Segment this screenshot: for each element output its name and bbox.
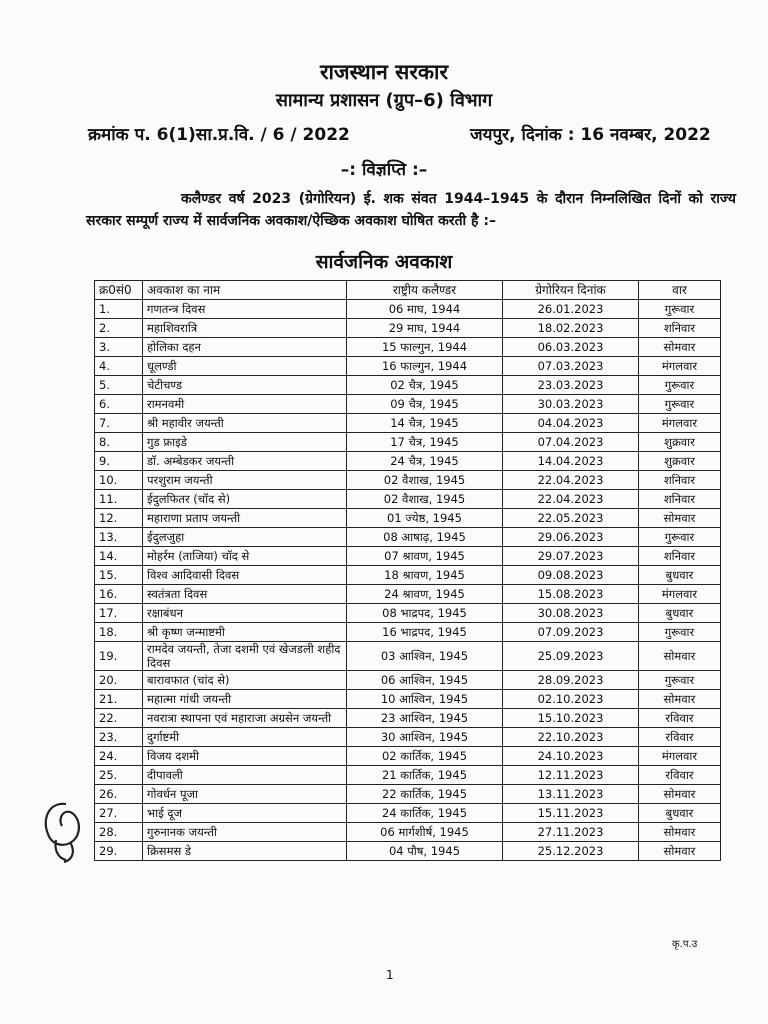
header-national-calendar: राष्ट्रीय कलैण्डर — [347, 281, 503, 300]
gregorian-date-cell: 26.01.2023 — [503, 300, 639, 319]
serial-cell: 8. — [95, 433, 143, 452]
header-holiday-name: अवकाश का नाम — [143, 281, 347, 300]
table-row — [95, 509, 721, 528]
holidays-table-body — [95, 300, 721, 861]
gregorian-date-cell: 12.11.2023 — [503, 766, 639, 785]
reference-number: क्रमांक प. 6(1)सा.प्र.वि. / 6 / 2022 — [88, 125, 350, 145]
weekday-cell: रविवार — [639, 728, 721, 747]
table-row — [95, 728, 721, 747]
department-title: सामान्य प्रशासन (ग्रुप–6) विभाग — [275, 90, 493, 111]
table-row — [95, 490, 721, 509]
table-row — [95, 604, 721, 623]
signature-mark — [36, 796, 96, 866]
serial-cell: 11. — [95, 490, 143, 509]
holiday-name-cell: क्रिसमस डे — [143, 842, 347, 861]
table-row — [95, 585, 721, 604]
national-date-cell: 06 मार्गशीर्ष, 1945 — [347, 823, 503, 842]
serial-cell: 17. — [95, 604, 143, 623]
issue-date: जयपुर, दिनांक : 16 नवम्बर, 2022 — [470, 125, 711, 145]
table-row — [95, 842, 721, 861]
gregorian-date-cell: 07.03.2023 — [503, 357, 639, 376]
weekday-cell: रविवार — [639, 709, 721, 728]
table-row — [95, 528, 721, 547]
serial-cell: 7. — [95, 414, 143, 433]
serial-cell: 26. — [95, 785, 143, 804]
gregorian-date-cell: 15.08.2023 — [503, 585, 639, 604]
table-row — [95, 376, 721, 395]
holiday-name-cell: विजय दशमी — [143, 747, 347, 766]
national-date-cell: 07 श्रावण, 1945 — [347, 547, 503, 566]
national-date-cell: 02 वैशाख, 1945 — [347, 490, 503, 509]
header-weekday: वार — [639, 281, 721, 300]
serial-cell: 4. — [95, 357, 143, 376]
national-date-cell: 01 ज्येष्ठ, 1945 — [347, 509, 503, 528]
national-date-cell: 03 आश्विन, 1945 — [347, 642, 503, 671]
weekday-cell: गुरूवार — [639, 395, 721, 414]
national-date-cell: 16 फाल्गुन, 1944 — [347, 357, 503, 376]
weekday-cell: गुरूवार — [639, 300, 721, 319]
holiday-name-cell: रामनवमी — [143, 395, 347, 414]
gregorian-date-cell: 14.04.2023 — [503, 452, 639, 471]
national-date-cell: 04 पौष, 1945 — [347, 842, 503, 861]
serial-cell: 20. — [95, 671, 143, 690]
gregorian-date-cell: 22.10.2023 — [503, 728, 639, 747]
gregorian-date-cell: 28.09.2023 — [503, 671, 639, 690]
gregorian-date-cell: 15.10.2023 — [503, 709, 639, 728]
table-row — [95, 804, 721, 823]
weekday-cell: बुधवार — [639, 804, 721, 823]
weekday-cell: सोमवार — [639, 842, 721, 861]
serial-cell: 6. — [95, 395, 143, 414]
gregorian-date-cell: 30.08.2023 — [503, 604, 639, 623]
holiday-name-cell: दीपावली — [143, 766, 347, 785]
table-row — [95, 623, 721, 642]
weekday-cell: मंगलवार — [639, 414, 721, 433]
weekday-cell: सोमवार — [639, 785, 721, 804]
national-date-cell: 30 आश्विन, 1945 — [347, 728, 503, 747]
gregorian-date-cell: 15.11.2023 — [503, 804, 639, 823]
table-row — [95, 709, 721, 728]
serial-cell: 12. — [95, 509, 143, 528]
holiday-name-cell: गुड फ्राइडे — [143, 433, 347, 452]
gregorian-date-cell: 13.11.2023 — [503, 785, 639, 804]
gregorian-date-cell: 09.08.2023 — [503, 566, 639, 585]
holiday-name-cell: गोवर्धन पूजा — [143, 785, 347, 804]
holiday-name-cell: गुरुनानक जयन्ती — [143, 823, 347, 842]
holiday-name-cell: विश्व आदिवासी दिवस — [143, 566, 347, 585]
holiday-name-cell: धूलण्डी — [143, 357, 347, 376]
weekday-cell: सोमवार — [639, 509, 721, 528]
weekday-cell: गुरूवार — [639, 528, 721, 547]
gregorian-date-cell: 02.10.2023 — [503, 690, 639, 709]
national-date-cell: 10 आश्विन, 1945 — [347, 690, 503, 709]
serial-cell: 22. — [95, 709, 143, 728]
national-date-cell: 21 कार्तिक, 1945 — [347, 766, 503, 785]
national-date-cell: 08 भाद्रपद, 1945 — [347, 604, 503, 623]
holiday-name-cell: रक्षाबंधन — [143, 604, 347, 623]
serial-cell: 13. — [95, 528, 143, 547]
weekday-cell: गुरूवार — [639, 623, 721, 642]
serial-cell: 27. — [95, 804, 143, 823]
table-row — [95, 766, 721, 785]
weekday-cell: बुधवार — [639, 566, 721, 585]
table-row — [95, 319, 721, 338]
table-row — [95, 642, 721, 671]
serial-cell: 23. — [95, 728, 143, 747]
table-row — [95, 547, 721, 566]
weekday-cell: गुरूवार — [639, 671, 721, 690]
table-row — [95, 747, 721, 766]
holiday-name-cell: नवरात्रा स्थापना एवं महाराजा अग्रसेन जयन्ती — [143, 709, 347, 728]
holiday-name-cell: बारावफात (चांद से) — [143, 671, 347, 690]
serial-cell: 29. — [95, 842, 143, 861]
serial-cell: 16. — [95, 585, 143, 604]
gregorian-date-cell: 22.05.2023 — [503, 509, 639, 528]
serial-cell: 15. — [95, 566, 143, 585]
national-date-cell: 24 चैत्र, 1945 — [347, 452, 503, 471]
weekday-cell: शनिवार — [639, 319, 721, 338]
national-date-cell: 17 चैत्र, 1945 — [347, 433, 503, 452]
holiday-name-cell: गणतन्त्र दिवस — [143, 300, 347, 319]
holiday-name-cell: स्वतंत्रता दिवस — [143, 585, 347, 604]
national-date-cell: 02 चैत्र, 1945 — [347, 376, 503, 395]
gregorian-date-cell: 30.03.2023 — [503, 395, 639, 414]
weekday-cell: शुक्रवार — [639, 452, 721, 471]
holiday-name-cell: होलिका दहन — [143, 338, 347, 357]
page-number: 1 — [386, 968, 394, 982]
table-row — [95, 671, 721, 690]
weekday-cell: सोमवार — [639, 642, 721, 671]
serial-cell: 24. — [95, 747, 143, 766]
header-gregorian-date: ग्रेगोरियन दिनांक — [503, 281, 639, 300]
weekday-cell: बुधवार — [639, 604, 721, 623]
table-row — [95, 823, 721, 842]
weekday-cell: रविवार — [639, 766, 721, 785]
holiday-name-cell: महात्मा गांधी जयन्ती — [143, 690, 347, 709]
table-row — [95, 395, 721, 414]
holiday-name-cell: चेटीचण्ड — [143, 376, 347, 395]
weekday-cell: मंगलवार — [639, 357, 721, 376]
serial-cell: 18. — [95, 623, 143, 642]
serial-cell: 14. — [95, 547, 143, 566]
national-date-cell: 22 कार्तिक, 1945 — [347, 785, 503, 804]
holiday-name-cell: ईदुलफितर (चॉद से) — [143, 490, 347, 509]
gregorian-date-cell: 23.03.2023 — [503, 376, 639, 395]
holiday-name-cell: श्री कृष्ण जन्माष्टमी — [143, 623, 347, 642]
table-row — [95, 566, 721, 585]
national-date-cell: 09 चैत्र, 1945 — [347, 395, 503, 414]
serial-cell: 9. — [95, 452, 143, 471]
holiday-name-cell: ईदुलजुहा — [143, 528, 347, 547]
holiday-name-cell: दुर्गाष्टमी — [143, 728, 347, 747]
holidays-table — [94, 280, 721, 861]
weekday-cell: शनिवार — [639, 471, 721, 490]
gregorian-date-cell: 07.04.2023 — [503, 433, 639, 452]
table-row — [95, 471, 721, 490]
gregorian-date-cell: 06.03.2023 — [503, 338, 639, 357]
weekday-cell: सोमवार — [639, 338, 721, 357]
gregorian-date-cell: 22.04.2023 — [503, 490, 639, 509]
weekday-cell: शुक्रवार — [639, 433, 721, 452]
serial-cell: 25. — [95, 766, 143, 785]
weekday-cell: मंगलवार — [639, 747, 721, 766]
serial-cell: 28. — [95, 823, 143, 842]
national-date-cell: 14 चैत्र, 1945 — [347, 414, 503, 433]
table-row — [95, 785, 721, 804]
national-date-cell: 06 आश्विन, 1945 — [347, 671, 503, 690]
weekday-cell: सोमवार — [639, 823, 721, 842]
table-row — [95, 338, 721, 357]
national-date-cell: 02 वैशाख, 1945 — [347, 471, 503, 490]
holiday-name-cell: रामदेव जयन्ती, तेजा दशमी एवं खेजडली शहीद दिवस — [143, 642, 347, 671]
holiday-name-cell: भाई दूज — [143, 804, 347, 823]
table-row — [95, 690, 721, 709]
national-date-cell: 06 माघ, 1944 — [347, 300, 503, 319]
gregorian-date-cell: 22.04.2023 — [503, 471, 639, 490]
holiday-name-cell: परशुराम जयन्ती — [143, 471, 347, 490]
gregorian-date-cell: 25.12.2023 — [503, 842, 639, 861]
national-date-cell: 02 कार्तिक, 1945 — [347, 747, 503, 766]
weekday-cell: शनिवार — [639, 547, 721, 566]
national-date-cell: 15 फाल्गुन, 1944 — [347, 338, 503, 357]
table-header-row — [95, 281, 721, 300]
notice-title: –: विज्ञप्ति :– — [340, 160, 428, 180]
gregorian-date-cell: 24.10.2023 — [503, 747, 639, 766]
serial-cell: 2. — [95, 319, 143, 338]
national-date-cell: 08 आषाढ़, 1945 — [347, 528, 503, 547]
intro-paragraph: कलैण्डर वर्ष 2023 (ग्रेगोरियन) ई. शक संवत 1944–1945 के दौरान निम्नलिखित दिनों को राज्य सरकार सम्पूर्ण राज्य में सार्वजनिक अवकाश/ऐच्छिक अवकाश घोषित करती है :– — [86, 191, 736, 229]
national-date-cell: 23 आश्विन, 1945 — [347, 709, 503, 728]
holiday-name-cell: श्री महावीर जयन्ती — [143, 414, 347, 433]
gregorian-date-cell: 29.06.2023 — [503, 528, 639, 547]
national-date-cell: 18 श्रावण, 1945 — [347, 566, 503, 585]
gregorian-date-cell: 18.02.2023 — [503, 319, 639, 338]
gregorian-date-cell: 27.11.2023 — [503, 823, 639, 842]
weekday-cell: मंगलवार — [639, 585, 721, 604]
weekday-cell: शनिवार — [639, 490, 721, 509]
table-row — [95, 414, 721, 433]
gregorian-date-cell: 29.07.2023 — [503, 547, 639, 566]
gregorian-date-cell: 25.09.2023 — [503, 642, 639, 671]
table-row — [95, 433, 721, 452]
serial-cell: 3. — [95, 338, 143, 357]
table-row — [95, 300, 721, 319]
national-date-cell: 16 भाद्रपद, 1945 — [347, 623, 503, 642]
table-row — [95, 357, 721, 376]
header-serial: क्र0सं0 — [95, 281, 143, 300]
continued-note: कृ.प.उ — [672, 939, 698, 950]
serial-cell: 19. — [95, 642, 143, 671]
government-title: राजस्थान सरकार — [319, 60, 449, 84]
table-row — [95, 452, 721, 471]
weekday-cell: सोमवार — [639, 690, 721, 709]
holiday-name-cell: मोहर्रम (ताजिया) चॉद से — [143, 547, 347, 566]
holiday-name-cell: महाराणा प्रताप जयन्ती — [143, 509, 347, 528]
gregorian-date-cell: 04.04.2023 — [503, 414, 639, 433]
national-date-cell: 29 माघ, 1944 — [347, 319, 503, 338]
national-date-cell: 24 कार्तिक, 1945 — [347, 804, 503, 823]
section-title: सार्वजनिक अवकाश — [315, 251, 453, 273]
holiday-name-cell: महाशिवरात्रि — [143, 319, 347, 338]
serial-cell: 21. — [95, 690, 143, 709]
weekday-cell: गुरूवार — [639, 376, 721, 395]
serial-cell: 10. — [95, 471, 143, 490]
gregorian-date-cell: 07.09.2023 — [503, 623, 639, 642]
national-date-cell: 24 श्रावण, 1945 — [347, 585, 503, 604]
serial-cell: 5. — [95, 376, 143, 395]
holiday-name-cell: डॉ. अम्बेडकर जयन्ती — [143, 452, 347, 471]
serial-cell: 1. — [95, 300, 143, 319]
